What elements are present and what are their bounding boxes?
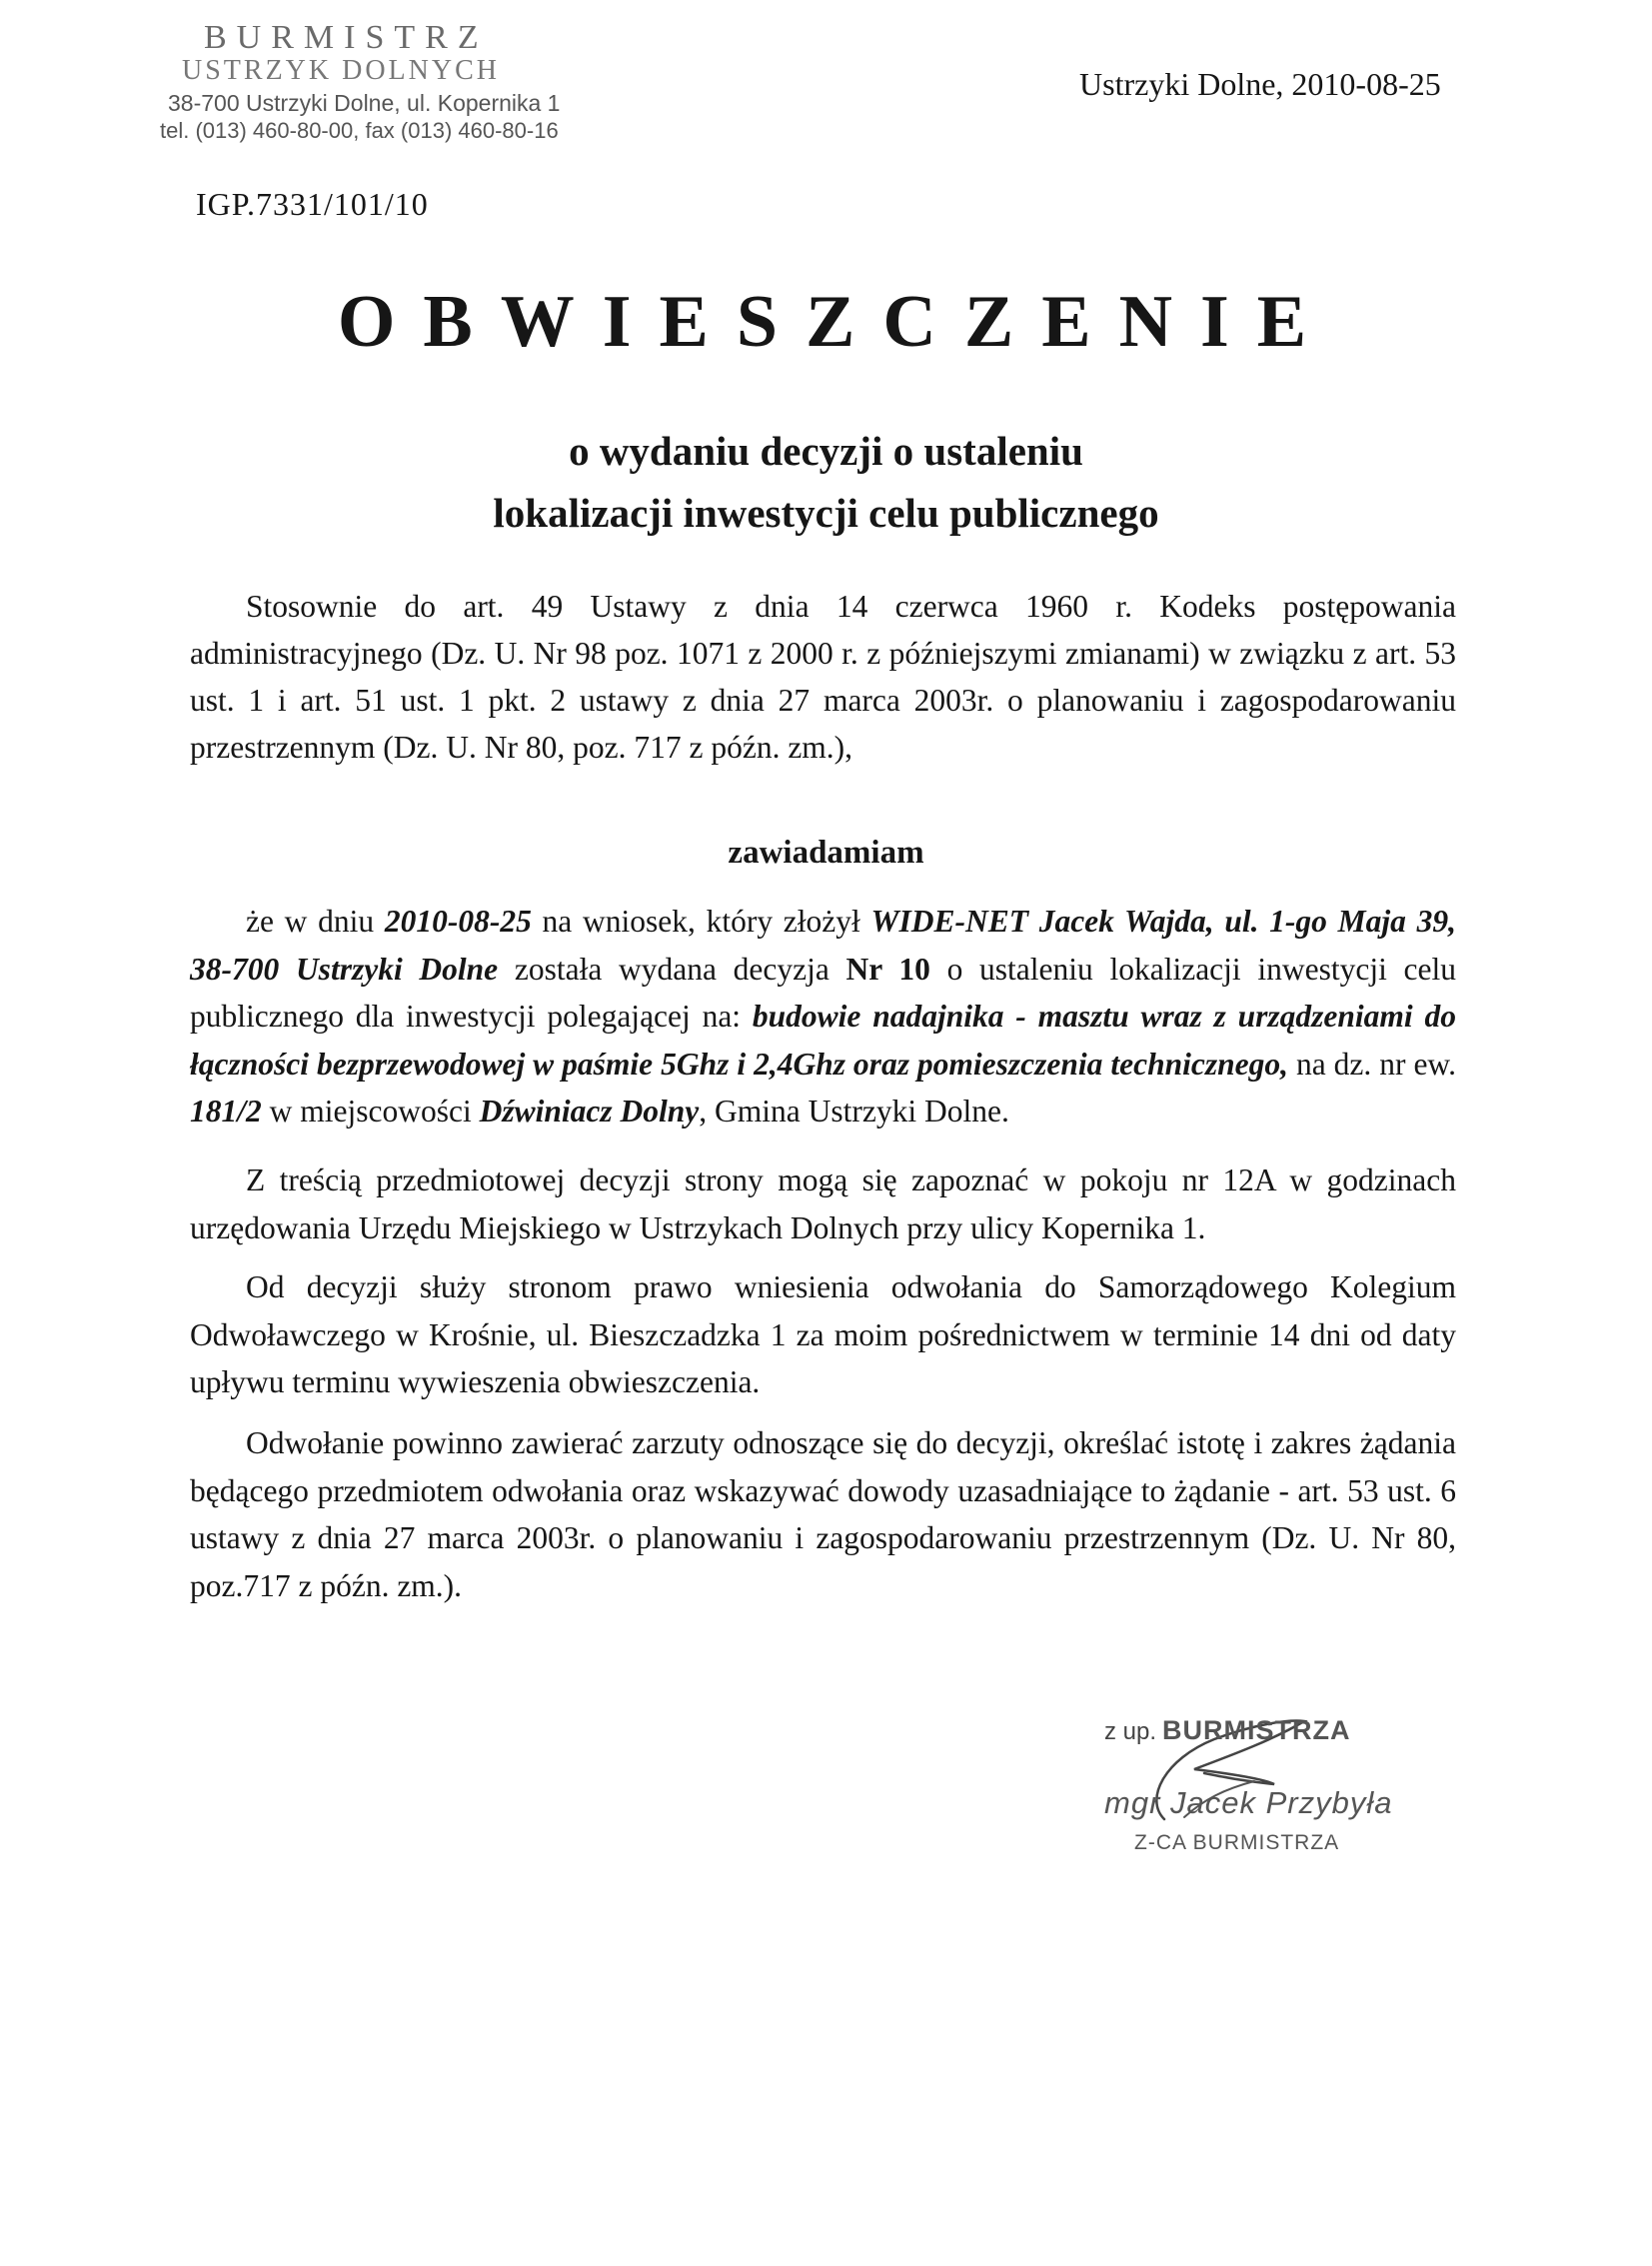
intro-paragraph: Stosownie do art. 49 Ustawy z dnia 14 czerwca 1960 r. Kodeks postępowania administracyjnego (Dz. U. Nr 98 poz. 1071 z 2000 r. z późniejszymi zmianami) w związku z art. 53 ust. 1 i art. 51 ust. 1 pkt. 2 ustawy z dnia 27 marca 2003r. o planowaniu i zagospodarowaniu przestrzennym (Dz. U. Nr 80, poz. 717 z późn. zm.), (190, 589, 1456, 765)
decision-number: Nr 10 (845, 951, 930, 987)
signature-role: Z-CA BURMISTRZA (1134, 1831, 1340, 1854)
letterhead-stamp (160, 20, 560, 142)
decision-text-4: o ustaleniu lokalizacji inwestycji celu publicznego dla inwestycji polegającej na: (190, 951, 1456, 1034)
decision-investment: budowie nadajnika - masztu wraz z urządzeniami do łączności bezprzewodowej w paśmie 5Ghz i 2,4Ghz oraz pomieszczenia technicznego, (190, 999, 1456, 1082)
appeal-content-paragraph: Odwołanie powinno zawierać zarzuty odnoszące się do decyzji, określać istotę i zakres żądania będącego przedmiotem odwołania oraz wskazywać dowody uzasadniające to żądanie - art. 53 ust. 6 ustawy z dnia 27 marca 2003r. o planowaniu i zagospodarowaniu przestrzennym (Dz. U. Nr 80, poz.717 z późn. zm.). (190, 1425, 1456, 1603)
subtitle-line-2: lokalizacji inwestycji celu publicznego (493, 490, 1159, 536)
notify-heading: zawiadamiam (728, 835, 924, 871)
decision-text-7: , Gmina Ustrzyki Dolne. (699, 1094, 1009, 1129)
subtitle-line-1: o wydaniu decyzji o ustaleniu (569, 428, 1083, 474)
decision-text-6: w miejscowości (261, 1094, 480, 1129)
place-date: Ustrzyki Dolne, 2010-08-25 (1079, 66, 1441, 102)
appeal-paragraph: Od decyzji służy stronom prawo wniesienia odwołania do Samorządowego Kolegium Odwoławczego w Krośnie, ul. Bieszczadzka 1 za moim pośrednictwem w terminie 14 dni od daty upływu terminu wywieszenia obwieszczenia. (190, 1269, 1456, 1399)
review-paragraph: Z treścią przedmiotowej decyzji strony mogą się zapoznać w pokoju nr 12A w godzinach urzędowania Urzędu Miejskiego w Ustrzykach Dolnych przy ulicy Kopernika 1. (190, 1162, 1456, 1245)
decision-plot: 181/2 (190, 1094, 262, 1129)
decision-paragraph (190, 898, 1456, 1135)
decision-text-1: że w dniu (246, 904, 385, 939)
decision-text-2: na wniosek, który złożył (531, 904, 871, 939)
signature-block (1104, 1699, 1424, 1889)
signature-authority (1104, 1715, 1351, 1746)
signature-name: mgr Jacek Przybyła (1104, 1785, 1393, 1820)
signature-office: BURMISTRZA (1162, 1715, 1351, 1745)
reference-number: IGP.7331/101/10 (196, 186, 429, 222)
decision-village: Dźwiniacz Dolny (479, 1094, 700, 1129)
document-subtitle (0, 420, 1652, 544)
decision-date: 2010-08-25 (384, 904, 532, 939)
letterhead-address: 38-700 Ustrzyki Dolne, ul. Kopernika 1 (168, 90, 561, 117)
decision-text-3: została wydana decyzja (498, 951, 846, 987)
letterhead-office: BURMISTRZ (204, 19, 489, 56)
decision-text-5: na dz. nr ew. (1288, 1046, 1456, 1082)
signature-zup: z up. (1104, 1718, 1157, 1745)
decision-applicant: WIDE-NET Jacek Wajda, ul. 1-go Maja 39, 38-700 Ustrzyki Dolne (190, 904, 1456, 987)
letterhead-phone: tel. (013) 460-80-00, fax (013) 460-80-16 (160, 118, 559, 144)
document-title: OBWIESZCZENIE (337, 281, 1335, 363)
letterhead-town: USTRZYK DOLNYCH (182, 54, 500, 86)
